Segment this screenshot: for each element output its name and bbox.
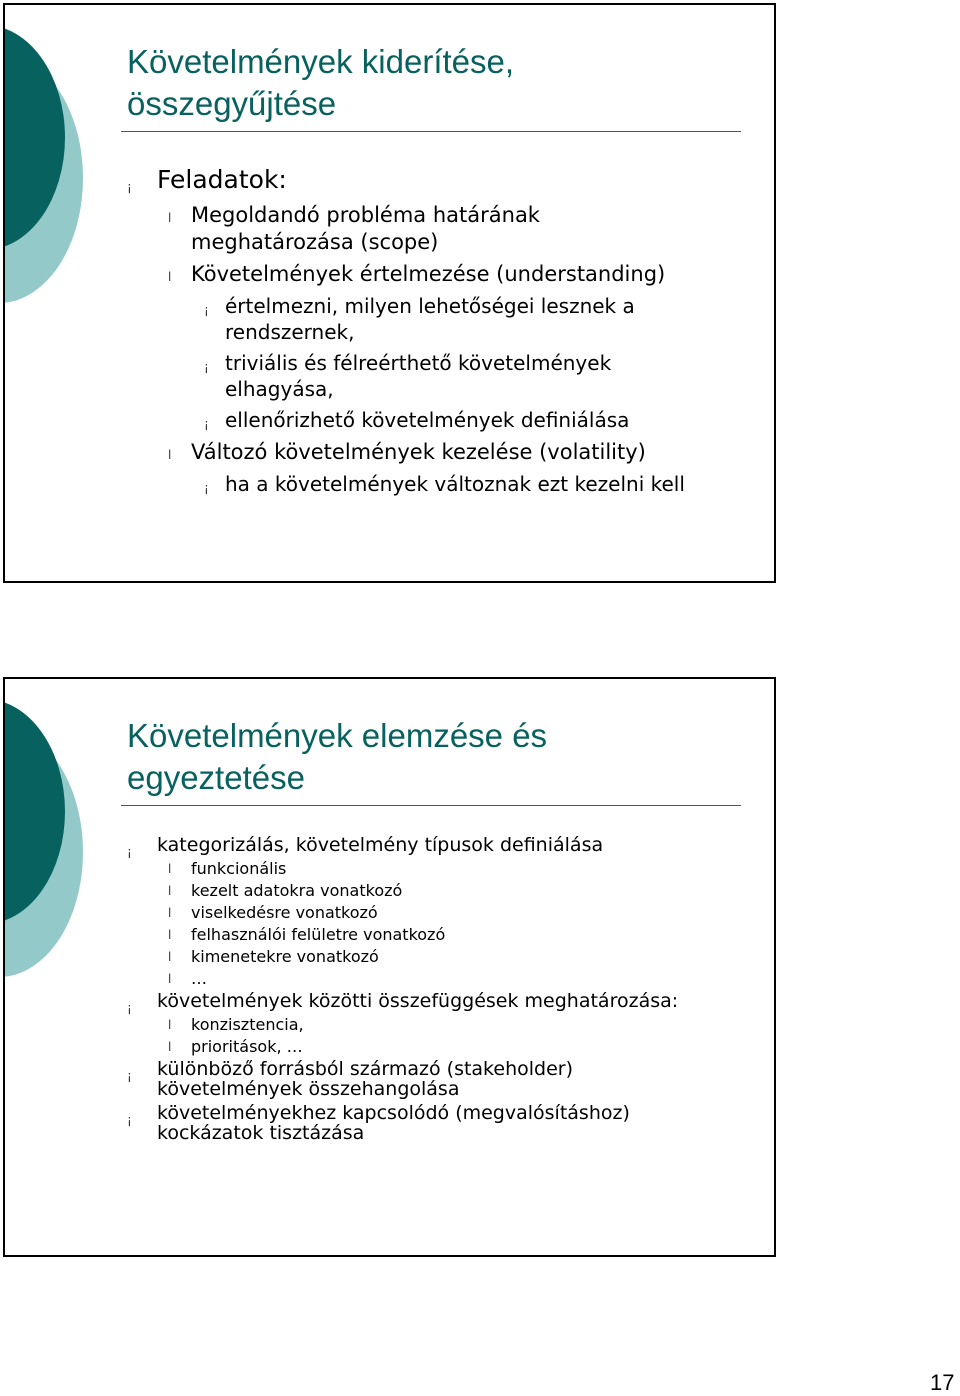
list-subitem: kimenetekre vonatkozó: [191, 947, 379, 966]
bullet-icon: l: [168, 950, 172, 964]
list-subitem: triviális és félreérthető követelmények: [225, 351, 612, 375]
page-number: 17: [930, 1370, 955, 1395]
list-subitem: ha a követelmények változnak ezt kezelni kell: [225, 472, 685, 496]
section-heading: Feladatok:: [157, 165, 287, 194]
bullet-icon: ¡: [204, 417, 209, 431]
list-subitem: értelmezni, milyen lehetőségei lesznek a: [225, 294, 635, 318]
bullet-icon: l: [168, 1018, 172, 1032]
bullet-icon: l: [168, 448, 172, 462]
list-item: követelmények összehangolása: [157, 1078, 460, 1100]
bullet-icon: ¡: [127, 1069, 132, 1083]
list-item: kockázatok tisztázása: [157, 1122, 365, 1144]
list-item: Változó követelmények kezelése (volatility): [191, 440, 646, 464]
bullet-icon: l: [168, 1040, 172, 1054]
list-subitem: prioritások, …: [191, 1037, 303, 1056]
title-line: Követelmények elemzése és: [127, 717, 548, 754]
list-subitem: kezelt adatokra vonatkozó: [191, 881, 403, 900]
bullet-icon: l: [168, 862, 172, 876]
bullet-icon: l: [168, 884, 172, 898]
title-line: összegyűjtése: [127, 85, 337, 122]
list-subitem: rendszernek,: [225, 320, 355, 344]
bullet-icon: l: [168, 211, 172, 225]
title-line: egyeztetése: [127, 759, 305, 796]
list-item: követelmények közötti összefüggések meghatározása:: [157, 990, 679, 1012]
bullet-icon: ¡: [204, 481, 209, 495]
list-subitem: konzisztencia,: [191, 1015, 304, 1034]
list-subitem: ellenőrizhető követelmények definiálása: [225, 408, 630, 432]
list-subitem: viselkedésre vonatkozó: [191, 903, 378, 922]
list-item: különböző forrásból származó (stakeholder): [157, 1058, 573, 1080]
bullet-icon: ¡: [127, 845, 132, 859]
title-divider: [121, 805, 741, 806]
bullet-icon: l: [168, 270, 172, 284]
list-item: Követelmények értelmezése (understanding): [191, 262, 666, 286]
slide-2: [3, 677, 776, 1257]
list-item: kategorizálás, követelmény típusok definiálása: [157, 834, 604, 856]
bullet-icon: l: [168, 972, 172, 986]
slide-2-title: [127, 715, 727, 799]
bullet-icon: l: [168, 928, 172, 942]
list-subitem: …: [191, 969, 207, 988]
list-subitem: elhagyása,: [225, 377, 334, 401]
list-item: meghatározása (scope): [191, 230, 439, 254]
list-item: Megoldandó probléma határának: [191, 203, 540, 227]
title-line: Követelmények kiderítése,: [127, 43, 515, 80]
list-subitem: funkcionális: [191, 859, 287, 878]
bullet-icon: ¡: [127, 1001, 132, 1015]
list-item: követelményekhez kapcsolódó (megvalósításhoz): [157, 1102, 630, 1124]
bullet-icon: l: [168, 906, 172, 920]
bullet-icon: ¡: [204, 360, 209, 374]
list-subitem: felhasználói felületre vonatkozó: [191, 925, 446, 944]
title-divider: [121, 131, 741, 132]
bullet-icon: ¡: [204, 303, 209, 317]
slide-1-title: [127, 41, 727, 125]
slide-1: [3, 3, 776, 583]
bullet-icon: ¡: [127, 1113, 132, 1127]
bullet-icon: ¡: [127, 180, 132, 194]
